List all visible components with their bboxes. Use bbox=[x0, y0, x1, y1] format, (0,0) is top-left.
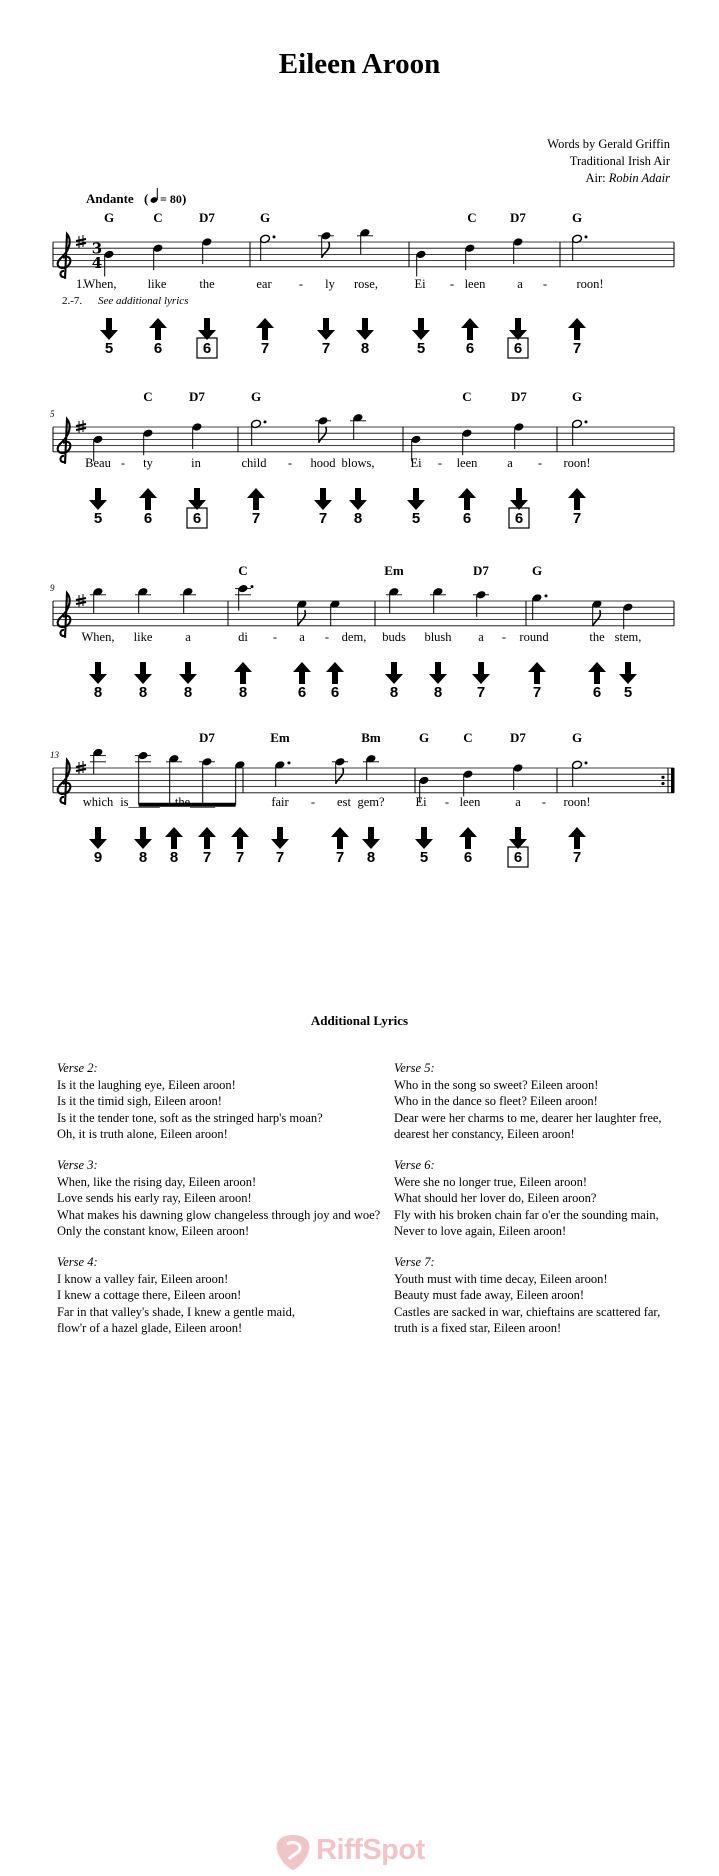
hole-number: 8 bbox=[366, 849, 376, 866]
hole-number: 7 bbox=[260, 340, 270, 357]
verse-block bbox=[394, 1254, 660, 1337]
hole-number: 8 bbox=[138, 684, 148, 701]
hole-number: 7 bbox=[251, 510, 261, 527]
verse-line: truth is a fixed star, Eileen aroon! bbox=[394, 1321, 562, 1335]
hole-number: 7 bbox=[318, 510, 328, 527]
verse-line: Is it the timid sigh, Eileen aroon! bbox=[57, 1094, 222, 1108]
verse-heading: Verse 3: bbox=[57, 1158, 98, 1172]
lyric-syllable: is_____ bbox=[120, 795, 160, 809]
verse-line: What should her lover do, Eileen aroon? bbox=[394, 1191, 597, 1205]
blow-arrow-icon bbox=[429, 662, 447, 684]
draw-arrow-icon bbox=[326, 662, 344, 684]
lyric-syllable: child bbox=[241, 456, 267, 470]
lyric-syllable: roon! bbox=[576, 277, 604, 291]
blow-arrow-icon bbox=[89, 488, 107, 510]
chord-symbol: G bbox=[571, 389, 583, 404]
verse-block bbox=[394, 1157, 659, 1240]
hole-number: 6 bbox=[143, 510, 153, 527]
hole-number: 6 bbox=[462, 510, 472, 527]
lyric-syllable: leen bbox=[464, 277, 486, 291]
lyric-syllable: blows, bbox=[341, 456, 375, 470]
hole-number: 7 bbox=[572, 849, 582, 866]
hole-number: 6 bbox=[592, 684, 602, 701]
lyric-syllable: - bbox=[272, 630, 278, 644]
note bbox=[315, 416, 331, 443]
verse-line: Oh, it is truth alone, Eileen aroon! bbox=[57, 1127, 228, 1141]
lyric-syllable: - bbox=[310, 795, 316, 809]
blow-arrow-icon bbox=[271, 827, 289, 849]
measure-number: 9 bbox=[50, 583, 55, 593]
note bbox=[143, 428, 154, 455]
chord-symbol: G bbox=[259, 210, 271, 225]
hole-number: 7 bbox=[476, 684, 486, 701]
chord-symbol: D7 bbox=[473, 563, 489, 578]
draw-arrow-icon bbox=[588, 662, 606, 684]
tempo-paren-close: ) bbox=[182, 191, 187, 206]
note bbox=[104, 250, 115, 277]
lyricist-credit: Words by Gerald Griffin bbox=[547, 137, 670, 151]
verse-line: Youth must with time decay, Eileen aroon! bbox=[394, 1271, 608, 1286]
lyric-syllable: When, bbox=[83, 277, 117, 291]
lyric-syllable: When, bbox=[81, 630, 115, 644]
hole-number: 7 bbox=[235, 849, 245, 866]
lyric-syllable: leen bbox=[459, 795, 481, 809]
lyric-syllable: ly bbox=[325, 277, 335, 291]
hole-number: 5 bbox=[419, 849, 429, 866]
verse-marker: 1. bbox=[76, 277, 86, 291]
note bbox=[386, 587, 402, 614]
blow-arrow-icon bbox=[188, 488, 206, 510]
tempo-bpm: = 80 bbox=[160, 192, 182, 206]
verse-line: Is it the laughing eye, Eileen aroon! bbox=[57, 1077, 236, 1092]
lyric-syllable: blush bbox=[424, 630, 452, 644]
draw-arrow-icon bbox=[139, 488, 157, 510]
riffspot-logo bbox=[273, 1832, 453, 1872]
draw-arrow-icon bbox=[568, 488, 586, 510]
verse-line: Who in the song so sweet? Eileen aroon! bbox=[394, 1077, 599, 1092]
chord-symbol: D7 bbox=[510, 210, 526, 225]
air-prefix: Air: bbox=[585, 171, 609, 185]
page-title: Eileen Aroon bbox=[278, 48, 441, 80]
verse-line: flow'r of a hazel glade, Eileen aroon! bbox=[57, 1321, 243, 1335]
hole-number: 7 bbox=[321, 340, 331, 357]
note bbox=[260, 234, 276, 261]
chord-symbol: G bbox=[571, 730, 583, 745]
lyric-syllable: leen bbox=[456, 456, 478, 470]
lyric-syllable: Ei bbox=[414, 277, 426, 291]
blow-arrow-icon bbox=[412, 318, 430, 340]
lyric-syllable: - bbox=[437, 456, 443, 470]
hole-number: 6 bbox=[202, 340, 212, 357]
note bbox=[572, 760, 588, 787]
lyric-syllable: the____ bbox=[174, 795, 216, 809]
verse-heading: Verse 2: bbox=[57, 1061, 98, 1075]
verse-line: Is it the tender tone, soft as the stringed harp's moan? bbox=[57, 1110, 323, 1125]
chord-symbol: C bbox=[238, 563, 248, 578]
lyric-syllable: like bbox=[133, 630, 153, 644]
lyric-syllable: a bbox=[517, 277, 523, 291]
chord-symbol: G bbox=[418, 730, 430, 745]
draw-arrow-icon bbox=[256, 318, 274, 340]
draw-arrow-icon bbox=[528, 662, 546, 684]
chord-symbol: D7 bbox=[199, 730, 215, 745]
lyric-syllable: dem, bbox=[341, 630, 367, 644]
note bbox=[572, 234, 588, 261]
lyric-syllable: ear bbox=[256, 277, 272, 291]
chord-symbol: Em bbox=[270, 730, 290, 745]
hole-number: 5 bbox=[93, 510, 103, 527]
verse-line: Castles are sacked in war, chieftains are scattered far, bbox=[394, 1304, 661, 1319]
note bbox=[592, 599, 603, 626]
blow-arrow-icon bbox=[385, 662, 403, 684]
draw-arrow-icon bbox=[331, 827, 349, 849]
lyric-syllable: which bbox=[82, 795, 114, 809]
note bbox=[297, 599, 308, 626]
chord-symbol: C bbox=[462, 389, 472, 404]
note bbox=[532, 593, 548, 620]
blow-arrow-icon bbox=[472, 662, 490, 684]
staff-system bbox=[53, 228, 674, 358]
draw-arrow-icon bbox=[198, 827, 216, 849]
blow-arrow-icon bbox=[134, 662, 152, 684]
note bbox=[235, 584, 254, 611]
note bbox=[514, 422, 525, 449]
lyric-syllable: stem, bbox=[614, 630, 642, 644]
hole-number: 7 bbox=[532, 684, 542, 701]
verse-line: Never to love again, Eileen aroon! bbox=[394, 1224, 567, 1238]
hole-number: 7 bbox=[275, 849, 285, 866]
chord-symbol: G bbox=[103, 210, 115, 225]
draw-arrow-icon bbox=[458, 488, 476, 510]
hole-number: 6 bbox=[297, 684, 307, 701]
hole-number: 8 bbox=[360, 340, 370, 357]
hole-number: 8 bbox=[389, 684, 399, 701]
lyric-syllable: the bbox=[589, 630, 605, 644]
draw-arrow-icon bbox=[568, 827, 586, 849]
tempo-paren-open: ( bbox=[144, 191, 149, 206]
lyric-syllable: rose, bbox=[354, 277, 378, 291]
hole-number: 6 bbox=[463, 849, 473, 866]
lyric-syllable: a bbox=[299, 630, 305, 644]
chord-symbol: C bbox=[463, 730, 473, 745]
hole-number: 5 bbox=[416, 340, 426, 357]
verse-block bbox=[57, 1060, 323, 1143]
chord-symbol: Em bbox=[384, 563, 404, 578]
draw-arrow-icon bbox=[293, 662, 311, 684]
chord-symbol: C bbox=[153, 210, 163, 225]
note bbox=[473, 590, 489, 617]
draw-arrow-icon bbox=[459, 827, 477, 849]
lyric-syllable: - bbox=[541, 795, 547, 809]
note bbox=[180, 587, 196, 614]
blow-arrow-icon bbox=[509, 827, 527, 849]
draw-arrow-icon bbox=[234, 662, 252, 684]
lyric-syllable: the bbox=[199, 277, 215, 291]
lyric-syllable: est bbox=[337, 795, 351, 809]
note bbox=[416, 250, 427, 277]
lyric-syllable: hood bbox=[310, 456, 336, 470]
chord-symbol: Bm bbox=[361, 730, 381, 745]
lyric-syllable: di bbox=[238, 630, 248, 644]
logo-text: RiffSpot bbox=[316, 1834, 425, 1866]
lyric-syllable: - bbox=[449, 277, 455, 291]
blow-arrow-icon bbox=[356, 318, 374, 340]
verse-line: Far in that valley's shade, I knew a gentle maid, bbox=[57, 1304, 295, 1319]
lyric-syllable: fair bbox=[271, 795, 289, 809]
hole-number: 8 bbox=[169, 849, 179, 866]
hole-number: 6 bbox=[513, 340, 523, 357]
quarter-note-icon bbox=[150, 188, 159, 204]
verse-line: I know a valley fair, Eileen aroon! bbox=[57, 1271, 229, 1286]
verse-line: When, like the rising day, Eileen aroon! bbox=[57, 1174, 257, 1189]
hole-number: 6 bbox=[192, 510, 202, 527]
lyric-syllable: a bbox=[185, 630, 191, 644]
verse-line: Fly with his broken chain far o'er the sounding main, bbox=[394, 1207, 659, 1222]
note bbox=[251, 419, 267, 446]
blow-arrow-icon bbox=[619, 662, 637, 684]
chord-symbol: G bbox=[250, 389, 262, 404]
hole-number: 8 bbox=[93, 684, 103, 701]
verse-block bbox=[57, 1157, 380, 1240]
blow-arrow-icon bbox=[317, 318, 335, 340]
time-signature-top: 3 bbox=[91, 239, 103, 258]
verse-line: dearest her constancy, Eileen aroon! bbox=[394, 1127, 575, 1141]
blow-arrow-icon bbox=[314, 488, 332, 510]
verse-line: Were she no longer true, Eileen aroon! bbox=[394, 1174, 588, 1189]
air-name: Robin Adair bbox=[608, 171, 670, 185]
note bbox=[350, 413, 366, 440]
lyric-syllable: - bbox=[298, 277, 304, 291]
verse-heading: Verse 7: bbox=[394, 1255, 435, 1269]
blow-arrow-icon bbox=[89, 662, 107, 684]
blow-arrow-icon bbox=[362, 827, 380, 849]
lyric-syllable: ty bbox=[143, 456, 153, 470]
note bbox=[513, 763, 524, 790]
hole-number: 7 bbox=[335, 849, 345, 866]
verse-heading: Verse 5: bbox=[394, 1061, 435, 1075]
blow-arrow-icon bbox=[509, 318, 527, 340]
note bbox=[135, 587, 151, 614]
note bbox=[572, 419, 588, 446]
blow-arrow-icon bbox=[349, 488, 367, 510]
draw-arrow-icon bbox=[231, 827, 249, 849]
draw-arrow-icon bbox=[568, 318, 586, 340]
note bbox=[513, 237, 524, 264]
verse-line: I knew a cottage there, Eileen aroon! bbox=[57, 1288, 242, 1302]
draw-arrow-icon bbox=[165, 827, 183, 849]
lyric-syllable: - bbox=[537, 456, 543, 470]
blow-arrow-icon bbox=[415, 827, 433, 849]
lyric-syllable: a bbox=[478, 630, 484, 644]
hole-number: 8 bbox=[183, 684, 193, 701]
guitar-pick-icon bbox=[273, 1832, 313, 1872]
note bbox=[90, 748, 106, 775]
note bbox=[462, 428, 473, 455]
blow-arrow-icon bbox=[198, 318, 216, 340]
verse-line: Love sends his early ray, Eileen aroon! bbox=[57, 1191, 252, 1205]
hole-number: 7 bbox=[572, 340, 582, 357]
hole-number: 6 bbox=[330, 684, 340, 701]
note bbox=[357, 228, 373, 255]
draw-arrow-icon bbox=[149, 318, 167, 340]
lyric-syllable: roon! bbox=[563, 795, 591, 809]
note bbox=[330, 599, 341, 626]
sheet-music bbox=[0, 0, 719, 900]
verse-heading: Verse 6: bbox=[394, 1158, 435, 1172]
hole-number: 9 bbox=[93, 849, 103, 866]
hole-number: 5 bbox=[411, 510, 421, 527]
note bbox=[235, 760, 246, 805]
lyric-syllable: - bbox=[444, 795, 450, 809]
hole-number: 6 bbox=[513, 849, 523, 866]
lyric-syllable: a bbox=[515, 795, 521, 809]
note bbox=[463, 769, 474, 796]
lyric-syllable: - bbox=[120, 456, 126, 470]
hole-number: 8 bbox=[433, 684, 443, 701]
verse-marker-rest: 2.-7. bbox=[62, 295, 83, 307]
time-signature-bottom: 4 bbox=[91, 253, 103, 272]
note bbox=[192, 422, 203, 449]
chord-symbol: D7 bbox=[510, 730, 526, 745]
note bbox=[90, 587, 106, 614]
blow-arrow-icon bbox=[407, 488, 425, 510]
verse-line: Who in the dance so fleet? Eileen aroon! bbox=[394, 1094, 598, 1108]
hole-number: 7 bbox=[202, 849, 212, 866]
note bbox=[275, 760, 291, 787]
hole-number: 6 bbox=[514, 510, 524, 527]
verse-line: Dear were her charms to me, dearer her laughter free, bbox=[394, 1110, 662, 1125]
verse-heading: Verse 4: bbox=[57, 1255, 98, 1269]
chord-symbol: C bbox=[467, 210, 477, 225]
measure-number: 13 bbox=[50, 750, 59, 760]
draw-arrow-icon bbox=[461, 318, 479, 340]
lyric-syllable: Beau bbox=[85, 456, 111, 470]
lyric-syllable: gem? bbox=[357, 795, 385, 809]
note bbox=[363, 754, 379, 781]
chord-symbol: G bbox=[531, 563, 543, 578]
lyric-syllable: Ei bbox=[410, 456, 422, 470]
chord-symbol: C bbox=[143, 389, 153, 404]
hole-number: 8 bbox=[138, 849, 148, 866]
measure-number: 5 bbox=[50, 409, 55, 419]
chord-symbol: G bbox=[571, 210, 583, 225]
hole-number: 6 bbox=[465, 340, 475, 357]
verse-marker-note: See additional lyrics bbox=[98, 295, 189, 307]
hole-number: 7 bbox=[572, 510, 582, 527]
additional-lyrics-title: Additional Lyrics bbox=[310, 1013, 409, 1028]
hole-number: 8 bbox=[238, 684, 248, 701]
lyric-syllable: - bbox=[324, 630, 330, 644]
blow-arrow-icon bbox=[100, 318, 118, 340]
chord-symbol: D7 bbox=[511, 389, 527, 404]
verse-line: Only the constant know, Eileen aroon! bbox=[57, 1224, 250, 1238]
hole-number: 8 bbox=[353, 510, 363, 527]
note bbox=[202, 237, 213, 264]
lyric-syllable: buds bbox=[382, 630, 406, 644]
verse-line: Beauty must fade away, Eileen aroon! bbox=[394, 1288, 585, 1302]
verse-line: What makes his dawning glow changeless through joy and woe? bbox=[57, 1207, 381, 1222]
tempo-label: Andante bbox=[86, 191, 134, 206]
lyric-syllable: - bbox=[501, 630, 507, 644]
note bbox=[332, 757, 348, 784]
note bbox=[153, 243, 164, 270]
draw-arrow-icon bbox=[247, 488, 265, 510]
lyric-syllable: - bbox=[542, 277, 548, 291]
verse-block bbox=[394, 1060, 662, 1143]
note bbox=[623, 602, 634, 629]
lyric-syllable: a bbox=[507, 456, 513, 470]
lyric-syllable: Ei bbox=[415, 795, 427, 809]
blow-arrow-icon bbox=[179, 662, 197, 684]
hole-number: 6 bbox=[153, 340, 163, 357]
note bbox=[430, 587, 446, 614]
lyric-syllable: like bbox=[147, 277, 167, 291]
hole-number: 5 bbox=[104, 340, 114, 357]
blow-arrow-icon bbox=[134, 827, 152, 849]
blow-arrow-icon bbox=[89, 827, 107, 849]
chord-symbol: D7 bbox=[199, 210, 215, 225]
note bbox=[465, 243, 476, 270]
blow-arrow-icon bbox=[510, 488, 528, 510]
lyric-syllable: roon! bbox=[563, 456, 591, 470]
chord-symbol: D7 bbox=[189, 389, 205, 404]
lyric-syllable: round bbox=[519, 630, 549, 644]
verse-block bbox=[57, 1254, 295, 1337]
lyric-syllable: - bbox=[287, 456, 293, 470]
tradition-credit: Traditional Irish Air bbox=[569, 154, 670, 168]
note bbox=[318, 231, 334, 258]
lyric-syllable: in bbox=[191, 456, 201, 470]
hole-number: 5 bbox=[623, 684, 633, 701]
